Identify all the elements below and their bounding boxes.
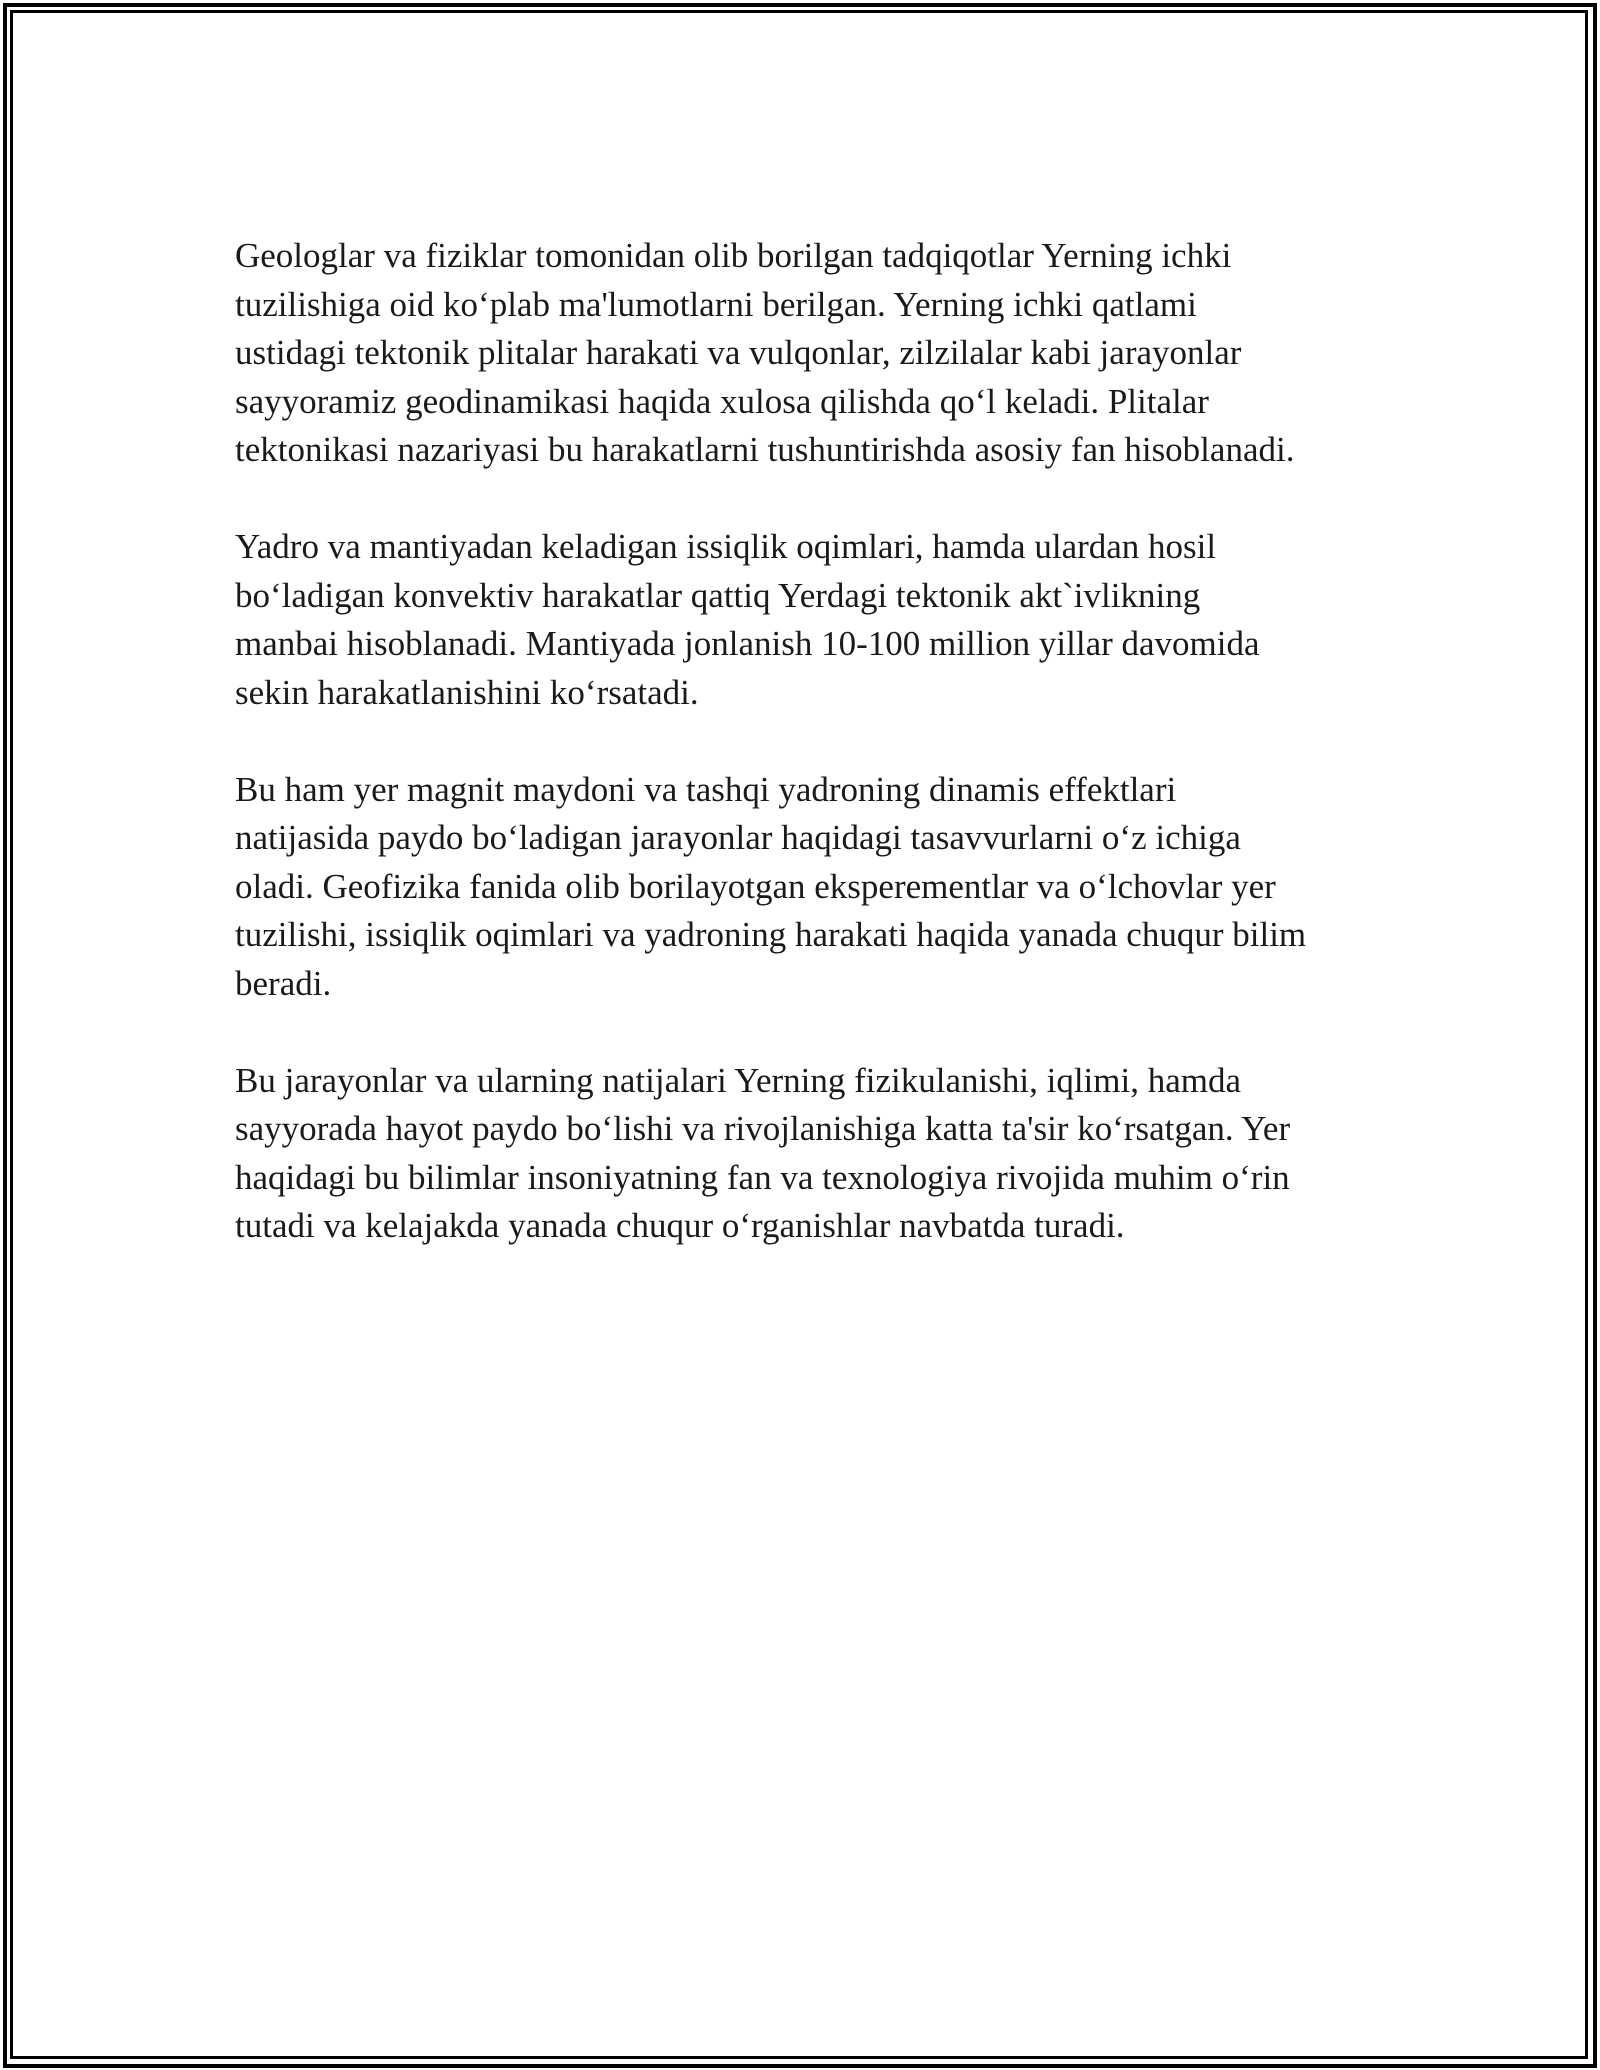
paragraph-4: Bu jarayonlar va ularning natijalari Yerning fizikulanishi, iqlimi, hamda sayyorada hayot paydo bo‘lishi va rivojlanishiga katta ta'sir ko‘rsatgan. Yer haqidagi bu bilimlar insoniyatning fan va texnologiya rivojida muhim o‘rin tutadi va kelajakda yanada chuqur o‘rganishlar navbatda turadi. — [235, 1060, 1291, 1245]
paragraph-1: Geologlar va fiziklar tomonidan olib borilgan tadqiqotlar Yerning ichki tuzilishiga oid ko‘plab ma'lumotlarni berilgan. Yerning ichki qatlami ustidagi tektonik plitalar harakati va vulqonlar, zilzilalar kabi jarayonlar sayyoramiz geodinamikasi haqida xulosa qilishda qo‘l keladi. Plitalar tektonikasi nazariyasi bu harakatlarni tushuntirishda asosiy fan hisoblanadi. — [235, 236, 1295, 469]
document-body — [235, 232, 1370, 1299]
paragraph-2: Yadro va mantiyadan keladigan issiqlik oqimlari, hamda ulardan hosil bo‘ladigan konvektiv harakatlar qattiq Yerdagi tektonik akt`ivlikning manbai hisoblanadi. Mantiyada jonlanish 10-100 million yillar davomida sekin harakatlanishini ko‘rsatadi. — [235, 527, 1260, 712]
paragraph-3: Bu ham yer magnit maydoni va tashqi yadroning dinamis effektlari natijasida paydo bo‘ladigan jarayonlar haqidagi tasavvurlarni o‘z ichiga oladi. Geofizika fanida olib borilayotgan eksperementlar va o‘lchovlar yer tuzilishi, issiqlik oqimlari va yadroning harakati haqida yanada chuqur bilim beradi. — [235, 769, 1307, 1003]
